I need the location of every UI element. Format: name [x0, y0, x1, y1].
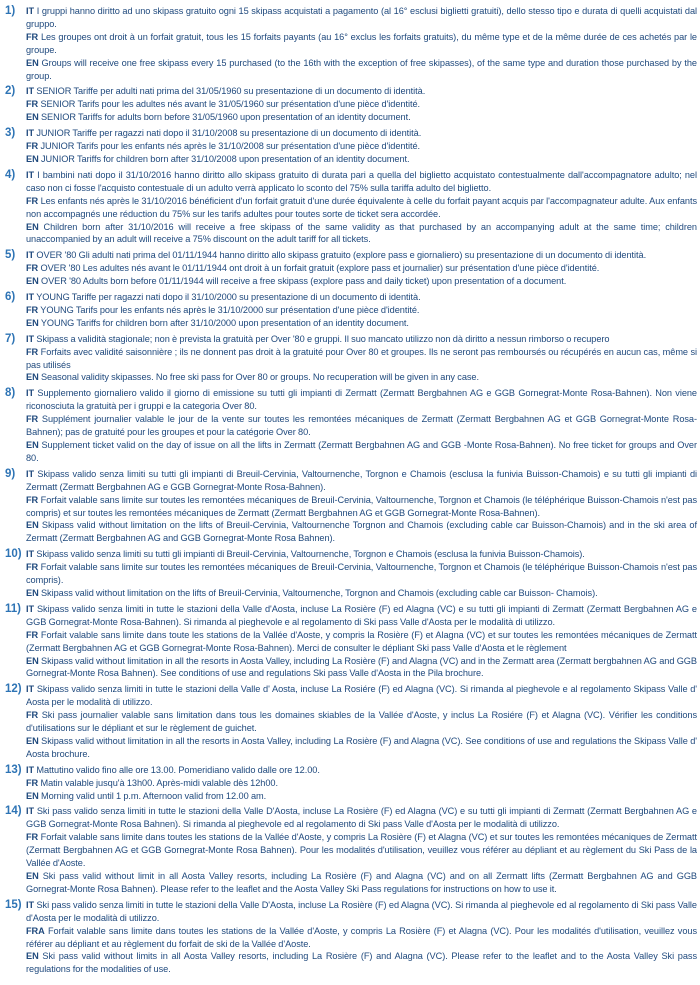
note-text: Children born after 31/10/2016 will receive a free skipass of the same validity as that purchased by an accompanying adult at the same time; children unaccompanied by an adult will receive a 75% discount on the adult tariff for all tickets. [26, 221, 697, 245]
note-number: 12) [5, 683, 22, 696]
note-text: Skipass valid without limitation in all the resorts in Aosta Valley, including La Rosière (F) and Alagna (VC) and in the Zermatt area (Zermatt bergbahnen AG and GGB Gornegrat-Monte Rosa Bahnen). See conditions of use and regulations Ski pass Valle d'Aosta in the Pila brochure. [26, 655, 697, 679]
note-number: 15) [5, 898, 22, 911]
lang-label: EN [26, 951, 39, 962]
note-paragraph [26, 317, 697, 330]
note-text: Skipass valido senza limiti in tutte le stazioni della Valle d' Aosta, incluse La Rosiére (F) ed Alagna (VC). Si rimanda al pieghevole e al regolamento Skipass Valle d' Aosta per le modalità di utilizzo. [26, 684, 697, 708]
note-paragraphs [26, 468, 697, 545]
note-paragraphs [26, 127, 697, 166]
note-text: Supplement ticket valid on the day of issue on all the lifts in Zermatt (Zermatt Bergbahnen AG and GGB -Monte Rosa-Bahnen). No free ticket for groups and Over 80. [26, 440, 697, 463]
lang-label: IT [26, 549, 35, 560]
lang-label: IT [26, 388, 35, 399]
note-text: Skipass valido senza limiti su tutti gli impianti di Breuil-Cervinia, Valtournenche, Torgnon e Chamois (esclusa la funivia Buisson-Chamois). [36, 549, 585, 560]
note-text: Forfait valable sans limite sur toutes les remontées mécaniques de Breuil-Cervinia, Valtournenche, Torgnon et Chamois (le téléphérique Buisson-Chamois n'est pas compris) et sur toutes les remontées mécaniques de Zermatt (Zermatt Bergbahnen AG et GGB Gornegrat-Monte Rosa-Bahnen). [26, 494, 697, 518]
lang-label: EN [26, 153, 39, 164]
note-paragraphs [26, 899, 697, 976]
lang-label: EN [26, 276, 39, 287]
lang-label: FR [26, 629, 39, 640]
lang-label: FR [26, 710, 39, 721]
note-paragraph [26, 655, 697, 681]
note-text: Forfait valable sans limite dans toute les stations de la Vallée d'Aoste, y compris la Rosière (F) et Alagna (VC) et sur toutes les remontées mécaniques de Zermatt (Zermatt Bergbahnen AG et GGB Gornegrat-Monte Rosa-Bahnen). Merci de consulter le dépliant Ski pass Valle d'Aosta et le règlement [26, 629, 697, 653]
note-item [0, 805, 697, 895]
lang-label: IT [26, 6, 35, 16]
lang-label: EN [26, 112, 39, 123]
lang-label: FR [26, 494, 39, 505]
note-paragraph [26, 413, 697, 439]
lang-label: FR [26, 414, 39, 425]
lang-label: FR [26, 304, 39, 315]
lang-label: EN [26, 735, 39, 746]
note-item [0, 683, 697, 760]
note-paragraph [26, 603, 697, 629]
note-number: 9) [5, 467, 16, 480]
lang-label: IT [26, 250, 35, 261]
note-text: Ski pass valid without limit in all Aosta Valley resorts, including La Rosière (F) and Alagna (VC) and on all Zermatt lifts (Zermatt Bergbahnen AG and GGB Gornegrat-Monte Rosa Bahnen). Please refer to the leaflet and the Aosta Valley Ski Pass regulations for instructions on how to use it. [26, 871, 697, 894]
note-text: Ski pass valid without limits in all Aosta Valley resorts, including La Rosière (F) and Alagna (VC). Please refer to the leaflet and to the Aosta Valley Ski pass regulations for the modalities of use. [26, 951, 697, 975]
note-paragraph [26, 333, 697, 346]
note-text: Mattutino valido fino alle ore 13.00. Pomeridiano valido dalle ore 12.00. [36, 764, 320, 775]
note-text: OVER '80 Adults born before 01/11/1944 will receive a free skipass (explore pass and daily ticket) upon presentation of a document. [40, 276, 567, 287]
note-paragraph [26, 439, 697, 465]
lang-label: EN [26, 871, 39, 881]
note-text: YOUNG Tariffe per ragazzi nati dopo il 31/10/2000 su presentazione di un documento di identità. [36, 292, 421, 303]
note-number: 8) [5, 387, 16, 400]
note-paragraph [26, 221, 697, 247]
note-paragraph [26, 777, 697, 790]
note-text: JUNIOR Tarifs pour les enfants nés après le 31/10/2008 sur présentation d'une pièce d'identité. [40, 141, 421, 152]
note-text: SENIOR Tariffe per adulti nati prima del 31/05/1960 su presentazione di un documento di identità. [36, 86, 426, 97]
note-paragraph [26, 127, 697, 140]
lang-label: EN [26, 655, 39, 666]
note-paragraph [26, 519, 697, 545]
note-paragraphs [26, 548, 697, 600]
note-number: 2) [5, 85, 16, 98]
note-text: Skipass valid without limitation on the lifts of Breuil-Cervinia, Valtournenche Torgnon and Chamois (excluding cable car Buisson-Chamois) and in the ski area of Zermatt (Zermatt Bergbahnen AG and GGB Gornegrat-Monte Rosa Bahnen). [26, 520, 697, 544]
note-paragraph [26, 899, 697, 925]
note-item [0, 548, 697, 600]
note-paragraph [26, 304, 697, 317]
note-text: Skipass valid without limitation in all the resorts in Aosta Valley, including La Rosière (F) and Alagna (VC). See conditions of use and regulations the Skipass Valle d' Aosta brochure. [26, 735, 697, 759]
note-paragraphs [26, 805, 697, 895]
note-text: Skipass valido senza limiti su tutti gli impianti di Breuil-Cervinia, Valtournenche, Torgnon e Chamois (esclusa la funivia Buisson-Chamois) e su tutti gli impianti di Zermatt (Zermatt Bergbahnen AG e GGB Gornegrat-Monte Rosa-Bahnen). [26, 468, 697, 492]
lang-label: IT [26, 684, 35, 695]
note-paragraph [26, 831, 697, 870]
lang-label: FR [26, 263, 39, 274]
note-paragraph [26, 291, 697, 304]
note-item [0, 387, 697, 464]
note-item [0, 333, 697, 385]
note-number: 7) [5, 332, 16, 345]
note-paragraph [26, 111, 697, 124]
note-paragraph [26, 764, 697, 777]
note-paragraphs [26, 764, 697, 803]
note-text: Les enfants nés après le 31/10/2016 bénéficient d'un forfait gratuit d'une durée équivalente à celle du forfait payant acquis par l'accompagnateur adulte. Aux enfants non accompagnés une réduction du 75% sur les tarifs adultes pour toutes sorte de ticket sera accordée. [26, 195, 697, 219]
lang-label: FR [26, 99, 39, 110]
note-text: Ski pass valido senza limiti in tutte le stazioni della Valle D'Aosta, incluse La Rosière (F) ed Alagna (VC) e su tutti gli impianti di Zermatt (Zermatt Bergbahnen AG e GGB Gornegrat-Monte Rosa Bahnen). Si rimanda al pieghevole ed al regolamento di Ski pass Valle d'Aosta per le modalità di utilizzo. [26, 806, 697, 830]
lang-label: EN [26, 790, 39, 801]
lang-label: IT [26, 806, 35, 817]
lang-label: IT [26, 333, 35, 344]
note-paragraph [26, 262, 697, 275]
lang-label: IT [26, 468, 35, 479]
lang-label: FR [26, 31, 39, 42]
note-paragraphs [26, 291, 697, 330]
lang-label: IT [26, 169, 35, 180]
note-paragraph [26, 587, 697, 600]
note-paragraphs [26, 603, 697, 680]
note-paragraph [26, 735, 697, 761]
note-number: 4) [5, 168, 16, 181]
lang-label: EN [26, 317, 39, 328]
note-text: Skipass valid without limitation on the lifts of Breuil-Cervinia, Valtournenche, Torgnon and Chamois (excluding cable car Buisson- Chamois). [40, 587, 598, 598]
lang-label: EN [26, 221, 39, 232]
note-text: Forfait valable sans limite sur toutes les remontées mécaniques de Breuil-Cervinia, Valtournenche, Torgnon et Chamois (le téléphérique Buisson-Chamois n'est pas compris). [26, 562, 697, 586]
notes-list [0, 5, 697, 976]
note-paragraph [26, 169, 697, 195]
lang-label: FR [26, 346, 39, 357]
note-paragraph [26, 950, 697, 976]
lang-label: EN [26, 372, 39, 383]
note-paragraph [26, 629, 697, 655]
note-text: Groups will receive one free skipass every 15 purchased (to the 16th with the exception of free skipasses), of the same type and duration those purchased by the group. [26, 57, 697, 81]
lang-label: EN [26, 520, 39, 531]
note-paragraph [26, 57, 697, 83]
lang-label: EN [26, 57, 39, 68]
note-item [0, 291, 697, 330]
note-item [0, 468, 697, 545]
note-text: Supplément journalier valable le jour de la vente sur toutes les remontées mécaniques de Zermatt (Zermatt Bergbahnen AG et GGB Gornegrat-Monte Rosa-Bahnen); pas de gratuité pour les groupes et pour la catégorie Over 80. [26, 414, 697, 438]
note-number: 13) [5, 763, 22, 776]
note-paragraph [26, 275, 697, 288]
note-item [0, 249, 697, 288]
note-text: Morning valid until 1 p.m. Afternoon valid from 12.00 am. [40, 790, 267, 801]
note-text: SENIOR Tarifs pour les adultes nés avant le 31/05/1960 sur présentation d'une pièce d'identité. [40, 99, 421, 110]
note-item [0, 764, 697, 803]
lang-label: FR [26, 832, 39, 843]
note-paragraph [26, 31, 697, 57]
note-number: 1) [5, 5, 16, 17]
note-paragraph [26, 468, 697, 494]
note-item [0, 5, 697, 82]
note-text: I bambini nati dopo il 31/10/2016 hanno diritto allo skipass gratuito di durata pari a quella del biglietto acquistato contestualmente dall'accompagnatore adulto; nel caso non ci fosse l'acquisto contestuale di un adulto verrà applicato lo sconto del 75% sulla tariffa adulto del biglietto. [26, 169, 697, 193]
lang-label: FR [26, 195, 39, 206]
note-text: Skipass a validità stagionale; non è prevista la gratuità per Over '80 e gruppi. Il suo mancato utilizzo non dà diritto a nessun rimborso o recupero [36, 333, 610, 344]
note-text: Skipass valido senza limiti in tutte le stazioni della Valle d'Aosta, incluse La Rosière (F) ed Alagna (VC) e su tutti gli impianti di Zermatt (Zermatt Bergbahnen AG e GGB Gornegrat-Monte Rosa-Bahnen). Si rimanda al pieghevole e al regolamento di Ski pass Valle d'Aosta per le modalità di utilizzo. [26, 603, 697, 627]
note-paragraph [26, 249, 697, 262]
note-paragraph [26, 494, 697, 520]
note-paragraphs [26, 333, 697, 385]
note-text: Ski pass journalier valable sans limitation dans tous les domaines skiables de la Vallée d'Aoste, y inclus La Rosiére (F) et Alagna (VC). Vérifier les conditions d'utilisations sur le dépliant et sur le règlement de guichet. [26, 710, 697, 734]
note-item [0, 85, 697, 124]
note-paragraph [26, 790, 697, 803]
note-item [0, 127, 697, 166]
note-text: I gruppi hanno diritto ad uno skipass gratuito ogni 15 skipass acquistati a pagamento (al 16° esclusi biglietti gratuiti), dello stesso tipo e durata di quelli acquistati dal gruppo. [26, 6, 697, 29]
note-text: JUNIOR Tariffe per ragazzi nati dopo il 31/10/2008 su presentazione di un documento di identità. [36, 128, 422, 139]
note-text: YOUNG Tarifs pour les enfants nés après le 31/10/2000 sur présentation d'une pièce d'identité. [40, 304, 420, 315]
lang-label: FR [26, 141, 39, 152]
note-number: 5) [5, 249, 16, 262]
note-text: YOUNG Tariffs for children born after 31/10/2000 upon presentation of an identity document. [40, 317, 409, 328]
note-text: Forfaits avec validité saisonnière ; ils ne donnent pas droit à la gratuité pour Over 80 et groupes. Ils ne seront pas remboursés ou récupérés en aucun cas, même si pas utilisés [26, 346, 697, 370]
lang-label: FR [26, 562, 39, 573]
lang-label: FR [26, 777, 39, 788]
note-paragraph [26, 548, 697, 561]
note-paragraphs [26, 85, 697, 124]
note-paragraph [26, 140, 697, 153]
note-text: Forfait valable sans limite dans toutes les stations de la Vallée d'Aoste, y compris La Rosière (F) et Alagna (VC). Pour les modalités d'utilisation, veuillez vous référer au dépliant et au règlement du forfait de ski de la Vallée d'Aoste. [26, 925, 697, 949]
lang-label: IT [26, 603, 35, 614]
note-text: Supplemento giornaliero valido il giorno di emissione su tutti gli impianti di Zermatt (Zermatt Bergbahnen AG e GGB Gornegrat-Monte Rosa-Bahnen). Non viene riconosciuta la gratuità per i gruppi e la categoria Over 80. [26, 388, 697, 412]
note-text: Ski pass valido senza limiti in tutte le stazioni della Valle D'Aosta, incluse La Rosière (F) ed Alagna (VC). Si rimanda al pieghevole ed al regolamento di Ski pass Valle d'Aosta per le modalità di utilizzo. [26, 899, 697, 923]
note-paragraph [26, 195, 697, 221]
note-text: SENIOR Tariffs for adults born before 31/05/1960 upon presentation of an identity document. [40, 112, 411, 123]
lang-label: IT [26, 128, 35, 139]
note-text: Seasonal validity skipasses. No free ski pass for Over 80 or groups. No recuperation will be given in any case. [40, 372, 479, 383]
note-paragraph [26, 870, 697, 896]
note-paragraph [26, 805, 697, 831]
note-paragraph [26, 925, 697, 951]
note-text: OVER '80 Les adultes nés avant le 01/11/1944 ont droit à un forfait gratuit (explore pass et journalier) sur présentation d'une pièce d'identité. [40, 263, 600, 274]
note-paragraph [26, 683, 697, 709]
note-number: 11) [5, 602, 21, 615]
note-paragraphs [26, 5, 697, 82]
note-paragraph [26, 387, 697, 413]
note-paragraph [26, 85, 697, 98]
note-paragraph [26, 98, 697, 111]
lang-label: IT [26, 292, 35, 303]
note-paragraph [26, 709, 697, 735]
note-text: Les groupes ont droit à un forfait gratuit, tous les 15 forfaits payants (au 16° exclus les forfaits gratuits), du même type et de la même durée de ces achetés par le groupe. [26, 31, 697, 55]
note-text: JUNIOR Tariffs for children born after 31/10/2008 upon presentation of an identity document. [40, 153, 410, 164]
note-item [0, 603, 697, 680]
note-number: 3) [5, 127, 16, 140]
lang-label: IT [26, 764, 35, 775]
note-paragraphs [26, 249, 697, 288]
note-text: Matin valable jusqu'à 13h00. Après-midi valable dès 12h00. [40, 777, 278, 788]
note-number: 6) [5, 291, 16, 304]
note-paragraph [26, 561, 697, 587]
note-paragraphs [26, 169, 697, 246]
note-paragraphs [26, 387, 697, 464]
note-text: OVER '80 Gli adulti nati prima del 01/11/1944 hanno diritto allo skipass gratuito (explore pass e giornaliero) su presentazione di un documento di identità. [36, 250, 647, 261]
note-item [0, 899, 697, 976]
note-paragraph [26, 153, 697, 166]
note-paragraph [26, 371, 697, 384]
lang-label: FRA [26, 925, 45, 936]
lang-label: EN [26, 587, 39, 598]
lang-label: IT [26, 899, 35, 910]
note-paragraphs [26, 683, 697, 760]
lang-label: EN [26, 440, 39, 450]
note-number: 14) [5, 805, 22, 818]
note-paragraph [26, 346, 697, 372]
note-text: Forfait valable sans limite dans toutes les stations de la Vallée d'Aoste, y compris La Rosière (F) et Alagna (VC) et sur toutes les remontées mécaniques de Zermatt (Zermatt Bergbahnen AG et GGB Gornegrat-Monte Rosa Bahnen). Pour les modalités d'utilisation, veuillez vous référer au dépliant et au règlement du Ski Pass de la Vallée d'Aoste. [26, 832, 697, 869]
lang-label: IT [26, 86, 35, 97]
note-item [0, 169, 697, 246]
note-paragraph [26, 5, 697, 31]
note-number: 10) [5, 548, 22, 561]
